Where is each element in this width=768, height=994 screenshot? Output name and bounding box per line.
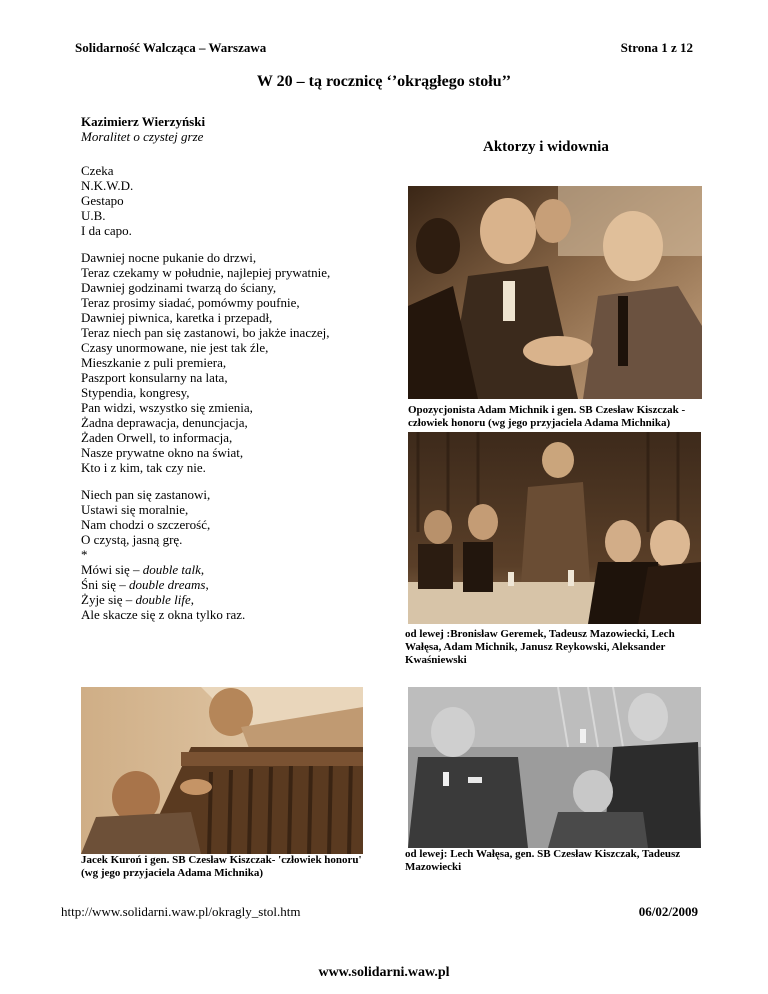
poem-line: I da capo. bbox=[81, 223, 132, 238]
poem-line: Kto i z kim, tak czy nie. bbox=[81, 460, 206, 475]
poem-line: Pan widzi, wszystko się zmienia, bbox=[81, 400, 253, 415]
poem-line-double-life: Żyje się – double life, bbox=[81, 592, 195, 607]
poem-line: Stypendia, kongresy, bbox=[81, 385, 190, 400]
poem-line: Dawniej godzinami twarzą do ściany, bbox=[81, 280, 277, 295]
poem-line: Żadna deprawacja, denuncjacja, bbox=[81, 415, 248, 430]
poem-stanza-2 bbox=[81, 250, 330, 475]
poem-line: Teraz niech pan się zastanowi, bo jakże inaczej, bbox=[81, 325, 330, 340]
poem-line: Gestapo bbox=[81, 193, 124, 208]
poem-line: Żaden Orwell, to informacja, bbox=[81, 430, 233, 445]
poem-subtitle: Moralitet o czystej grze bbox=[81, 129, 204, 144]
poem-line-double-dreams: Śni się – double dreams, bbox=[81, 577, 209, 592]
poem-line: Dawniej nocne pukanie do drzwi, bbox=[81, 250, 257, 265]
poem-line: Dawniej piwnica, karetka i przepadł, bbox=[81, 310, 273, 325]
footer-url: http://www.solidarni.waw.pl/okragly_stol.htm bbox=[61, 904, 301, 919]
poem-line: Niech pan się zastanowi, bbox=[81, 487, 211, 502]
photo-caption: od lewej :Bronisław Geremek, Tadeusz Mazowiecki, Lech Wałęsa, Adam Michnik, Janusz Reykowski, Aleksander Kwaśniewski bbox=[405, 628, 675, 666]
photo-michnik-kiszczak bbox=[408, 186, 702, 399]
poem-line: Teraz czekamy w południe, najlepiej prywatnie, bbox=[81, 265, 331, 280]
poem-line: Ustawi się moralnie, bbox=[81, 502, 189, 517]
page-title: W 20 – tą rocznicę ‘’okrągłego stołu’’ bbox=[256, 73, 512, 90]
poem-line: Ale skacze się z okna tylko raz. bbox=[81, 607, 246, 622]
poem-line: Czeka bbox=[81, 163, 114, 178]
poem-line: Nasze prywatne okno na świat, bbox=[81, 445, 244, 460]
header-left: Solidarność Walcząca – Warszawa bbox=[75, 40, 267, 55]
poem-line: U.B. bbox=[81, 208, 106, 223]
poem-line: Paszport konsularny na lata, bbox=[81, 370, 228, 385]
photo-group-table bbox=[408, 432, 701, 624]
photo-walesa-kiszczak-mazowiecki bbox=[408, 687, 701, 848]
photo-caption: Jacek Kuroń i gen. SB Czesław Kiszczak- 'człowiek honoru' (wg jego przyjaciela Adama Michnika) bbox=[81, 854, 362, 879]
photo-kuron-kiszczak bbox=[81, 687, 363, 854]
photo-caption: Opozycjonista Adam Michnik i gen. SB Czesław Kiszczak - człowiek honoru (wg jego przyjaciela Adama Michnika) bbox=[408, 404, 686, 429]
section-heading: Aktorzy i widownia bbox=[483, 139, 609, 155]
poem-line: N.K.W.D. bbox=[81, 178, 134, 193]
poem-stanza-1 bbox=[81, 163, 133, 238]
poem-line: Nam chodzi o szczerość, bbox=[81, 517, 211, 532]
poem-author: Kazimierz Wierzyński bbox=[81, 114, 206, 129]
poem-line: Mieszkanie z puli premiera, bbox=[81, 355, 227, 370]
footer-date: 06/02/2009 bbox=[638, 904, 698, 919]
poem-line: Czasy unormowane, nie jest tak źle, bbox=[81, 340, 269, 355]
poem-line: O czystą, jasną grę. bbox=[81, 532, 183, 547]
poem-separator: * bbox=[81, 547, 88, 562]
poem-line: Teraz prosimy siadać, pomówmy poufnie, bbox=[81, 295, 300, 310]
photo-caption: od lewej: Lech Wałęsa, gen. SB Czesław Kiszczak, Tadeusz Mazowiecki bbox=[405, 848, 681, 873]
page-counter: Strona 1 z 12 bbox=[620, 40, 693, 55]
poem-stanza-3 bbox=[81, 487, 245, 622]
site-name: www.solidarni.waw.pl bbox=[318, 965, 450, 980]
poem-line-double-talk: Mówi się – double talk, bbox=[81, 562, 205, 577]
